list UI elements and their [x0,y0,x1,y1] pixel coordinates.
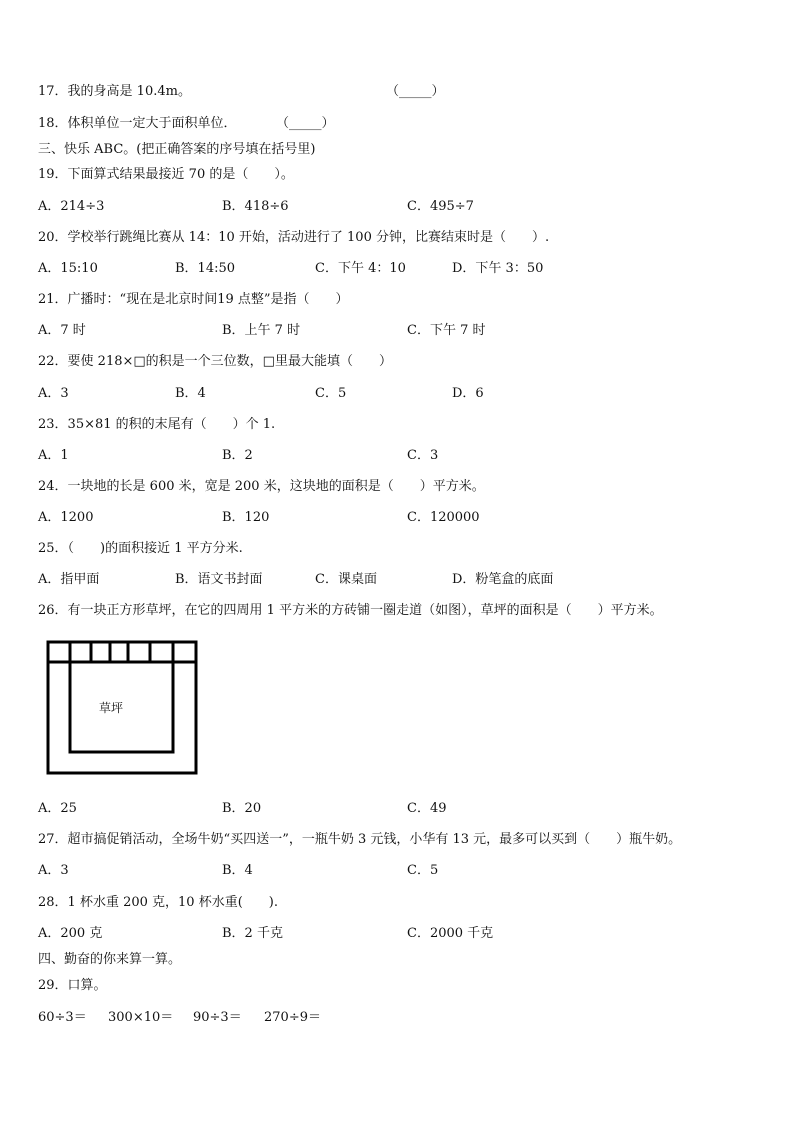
q21-text: 21．广播时：“现在是北京时间19 点整”是指（ ） [38,292,349,307]
q24-text: 24．一块地的长是 600 米，宽是 200 米，这块地的面积是（ ）平方米。 [38,479,485,494]
q23-option-b[interactable]: B．2 [222,448,253,463]
q28-option-c[interactable]: C．2000 千克 [407,926,494,941]
q29-item-1[interactable]: 60÷3＝ [38,1010,87,1025]
q24-option-a[interactable]: A．1200 [38,510,94,525]
q27-option-b[interactable]: B．4 [222,863,253,878]
q26-option-b[interactable]: B．20 [222,801,262,816]
q19-text: 19．下面算式结果最接近 70 的是（ ）。 [38,167,294,182]
q29-item-3[interactable]: 90÷3＝ [193,1010,242,1025]
q25-option-b[interactable]: B．语文书封面 [175,572,263,587]
q23-option-c[interactable]: C．3 [407,448,439,463]
q25-option-a[interactable]: A．指甲面 [38,572,100,587]
q29-item-4[interactable]: 270÷9＝ [264,1010,321,1025]
q24-option-c[interactable]: C．120000 [407,510,480,525]
q18-text: 18．体积单位一定大于面积单位． [38,116,237,131]
q22-text: 22．要使 218×□的积是一个三位数，□里最大能填（ ） [38,354,392,369]
q17-text: 17．我的身高是 10.4m。 [38,84,191,99]
q21-option-a[interactable]: A．7 时 [38,323,86,338]
q17-answer-blank[interactable]: （_____） [386,84,445,99]
section-4-heading: 四、勤奋的你来算一算。 [38,952,182,967]
q20-text: 20．学校举行跳绳比赛从 14：10 开始，活动进行了 100 分钟，比赛结束时是（ ）. [38,230,550,245]
q20-option-a[interactable]: A．15:10 [38,261,98,276]
q19-option-a[interactable]: A．214÷3 [38,199,105,214]
q28-option-b[interactable]: B．2 千克 [222,926,283,941]
q23-text: 23．35×81 的积的末尾有（ ）个 1. [38,417,276,432]
q18-answer-blank[interactable]: （_____） [276,116,335,131]
q28-option-a[interactable]: A．200 克 [38,926,103,941]
q27-text: 27．超市搞促销活动，全场牛奶“买四送一”，一瓶牛奶 3 元钱，小华有 13 元，最多可以买到（ ）瓶牛奶。 [38,832,682,847]
q19-option-b[interactable]: B．418÷6 [222,199,289,214]
q24-option-b[interactable]: B．120 [222,510,270,525]
q22-option-c[interactable]: C．5 [315,386,347,401]
q20-option-c[interactable]: C．下午 4：10 [315,261,406,276]
q20-option-b[interactable]: B．14:50 [175,261,236,276]
q21-option-c[interactable]: C．下午 7 时 [407,323,486,338]
q23-option-a[interactable]: A．1 [38,448,69,463]
section-3-heading: 三、快乐 ABC。(把正确答案的序号填在括号里) [38,142,316,157]
q22-option-a[interactable]: A．3 [38,386,69,401]
q29-item-2[interactable]: 300×10＝ [108,1010,174,1025]
q25-option-c[interactable]: C．课桌面 [315,572,377,587]
q21-option-b[interactable]: B．上午 7 时 [222,323,301,338]
q26-text: 26．有一块正方形草坪，在它的四周用 1 平方米的方砖铺一圈走道（如图），草坪的面积是（ ）平方米。 [38,603,663,618]
q27-option-c[interactable]: C．5 [407,863,439,878]
q25-text: 25．（ )的面积接近 1 平方分米. [38,541,243,556]
q19-option-c[interactable]: C．495÷7 [407,199,474,214]
q26-option-a[interactable]: A．25 [38,801,77,816]
q29-text: 29．口算。 [38,978,107,993]
q25-option-d[interactable]: D．粉笔盒的底面 [452,572,554,587]
q26-option-c[interactable]: C．49 [407,801,447,816]
q20-option-d[interactable]: D．下午 3：50 [452,261,544,276]
lawn-label: 草坪 [99,701,124,715]
q22-option-b[interactable]: B．4 [175,386,206,401]
q28-text: 28．1 杯水重 200 克，10 杯水重( ). [38,895,278,910]
q27-option-a[interactable]: A．3 [38,863,69,878]
q22-option-d[interactable]: D．6 [452,386,484,401]
